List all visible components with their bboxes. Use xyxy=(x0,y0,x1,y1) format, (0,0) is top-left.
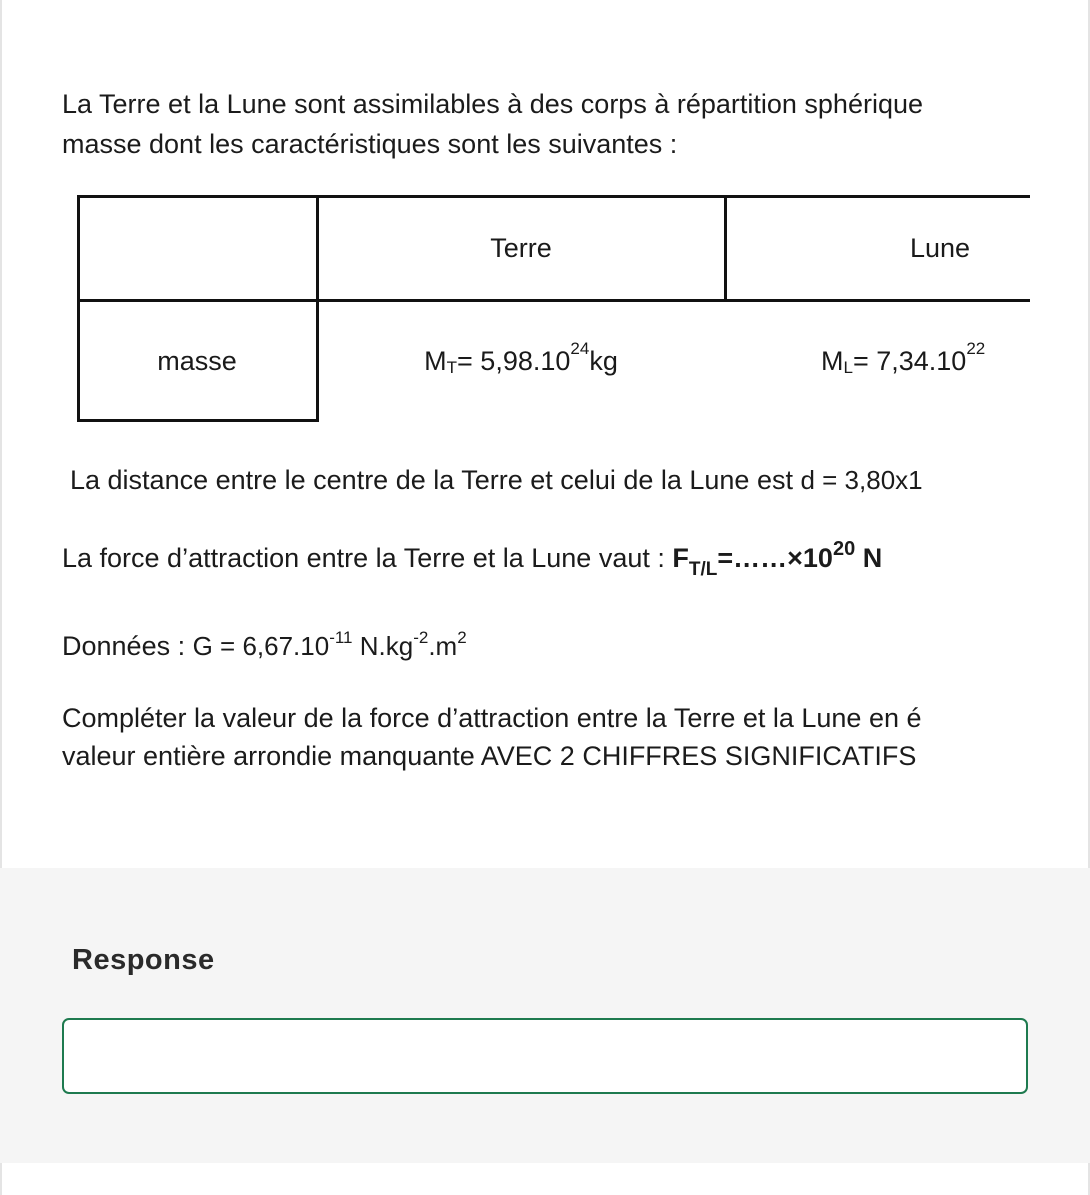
distance-value: d = 3,80x1 xyxy=(800,465,923,495)
moon-mass-exp: 22 xyxy=(966,339,986,358)
donnees-label: Données : xyxy=(62,631,193,661)
moon-mass-value xyxy=(725,301,1030,421)
table-border-col2 xyxy=(724,195,727,301)
response-panel xyxy=(0,868,1090,1163)
table-border-left xyxy=(77,195,80,422)
donnees-formula xyxy=(192,628,467,661)
force-exp: 20 xyxy=(832,538,856,560)
g-unit1-exp: -2 xyxy=(413,628,429,647)
earth-mass-eq: = 5,98.10 xyxy=(457,345,571,376)
response-input[interactable] xyxy=(62,1018,1028,1094)
force-formula xyxy=(672,538,883,580)
earth-mass-sub: T xyxy=(446,358,458,377)
instruction-line-2: valeur entière arrondie manquante AVEC 2 CHIFFRES SIGNIFICATIFS xyxy=(62,741,917,771)
force-text: La force d’attraction entre la Terre et la Lune vaut : xyxy=(62,543,673,573)
g-unit1: N.kg xyxy=(352,631,414,661)
g-value: G = 6,67.10 xyxy=(192,631,330,661)
table-border-bottom xyxy=(77,419,319,422)
g-unit2: .m xyxy=(428,631,458,661)
earth-mass-exp: 24 xyxy=(570,339,590,358)
g-unit2-exp: 2 xyxy=(457,628,467,647)
moon-mass-eq: = 7,34.10 xyxy=(852,345,967,376)
table-border-col1 xyxy=(316,195,319,422)
force-sub: T/L xyxy=(688,559,718,580)
force-eq: =……×10 xyxy=(717,543,833,573)
earth-mass-unit: kg xyxy=(589,345,618,376)
intro-line-2: masse dont les caractéristiques sont les suivantes : xyxy=(62,129,678,159)
moon-mass-sub: L xyxy=(843,358,853,377)
intro-line-1: La Terre et la Lune sont assimilables à des corps à répartition sphérique xyxy=(62,89,923,119)
response-label: Response xyxy=(72,944,215,976)
table-header-terre: Terre xyxy=(490,232,552,263)
earth-mass-symbol: M xyxy=(424,345,447,376)
distance-text: La distance entre le centre de la Terre et celui de la Lune est xyxy=(70,465,801,495)
force-symbol: F xyxy=(672,543,689,573)
force-unit: N xyxy=(855,543,883,573)
donnees-line xyxy=(62,628,467,668)
earth-mass-value xyxy=(317,301,725,421)
moon-mass-symbol: M xyxy=(821,345,844,376)
distance-line xyxy=(70,462,923,498)
table-header-empty xyxy=(77,195,317,301)
row-label-masse: masse xyxy=(157,345,237,376)
table-header-lune: Lune xyxy=(909,232,971,263)
table-border-mid xyxy=(77,299,1030,302)
table-border-top xyxy=(77,195,1030,198)
g-exp: -11 xyxy=(329,628,353,647)
force-line xyxy=(62,540,882,580)
instruction-line-1: Compléter la valeur de la force d’attraction entre la Terre et la Lune en é xyxy=(62,703,922,733)
